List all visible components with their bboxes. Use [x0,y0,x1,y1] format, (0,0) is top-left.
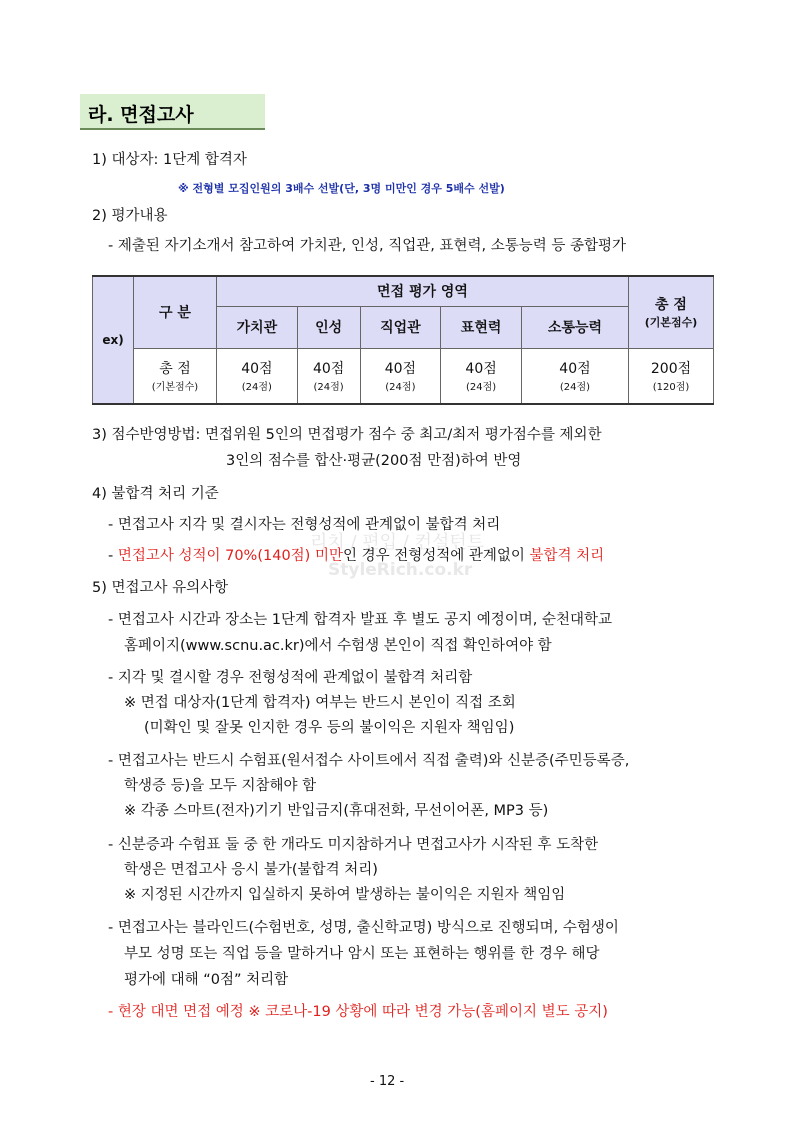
watermark-url: StyleRich.co.kr [328,560,473,580]
item5-e1: - 면접고사는 블라인드(수험번호, 성명, 출신학교명) 방식으로 진행되며, 수험생이 [108,920,619,936]
total-base-value: (120점) [652,382,690,394]
table-row-label-sub: (기본점수) [151,382,199,394]
base-score-value: (24점) [313,382,344,394]
table-cell [360,348,441,404]
table-col-header: 인성 [297,306,360,348]
score-value: 40점 [312,361,345,378]
item4-label: 4) 불합격 처리 기준 [92,486,219,502]
item5-b1: - 지각 및 결시할 경우 전형성적에 관계없이 불합격 처리함 [108,670,473,686]
table-cell [629,348,714,404]
table-cell [217,348,298,404]
score-value: 40점 [465,361,497,378]
table-cell [297,348,360,404]
item5-c2: 학생증 등)을 모두 지참해야 함 [124,778,317,794]
score-value: 40점 [384,361,417,378]
score-value: 40점 [559,361,591,378]
table-total-header-sub: (기본점수) [644,316,698,330]
item5-d1: - 신분증과 수험표 둘 중 한 개라도 미지참하거나 면접고사가 시작된 후 도착한 [108,837,599,853]
item4-bullet2-red1: 면접고사 성적이 70%(140점) 미만 [117,548,343,564]
item5-b2: ※ 면접 대상자(1단계 합격자) 여부는 반드시 본인이 직접 조회 [124,695,516,711]
total-score-value: 200점 [650,361,692,378]
base-score-value: (24점) [559,382,591,394]
table-total-header [629,276,714,348]
item4-bullet2 [108,546,604,566]
item4-bullet1: - 면접고사 지각 및 결시자는 전형성적에 관계없이 불합격 처리 [108,517,501,533]
item5-b3: (미확인 및 잘못 인지한 경우 등의 불이익은 지원자 책임임) [144,720,515,736]
item1-note: ※ 전형별 모집인원의 3배수 선발(단, 3명 미만인 경우 5배수 선발) [178,182,505,195]
table-gubun-header: 구 분 [134,276,217,348]
item5-e3: 평가에 대해 “0점” 처리함 [124,972,289,988]
base-score-value: (24점) [466,382,497,394]
table-cell [521,348,628,404]
item2-desc: - 제출된 자기소개서 참고하여 가치관, 인성, 직업관, 표현력, 소통능력 등 종합평가 [108,238,626,254]
base-score-value: (24점) [385,382,416,394]
item5-e2: 부모 성명 또는 직업 등을 말하거나 암시 또는 표현하는 행위를 한 경우 해당 [124,946,600,962]
item5-label: 5) 면접고사 유의사항 [92,580,229,596]
page-number: - 12 - [370,1074,405,1089]
watermark-text: 리치 / 편입 / 컨설턴트 [310,532,485,553]
table-area-header: 면접 평가 영역 [217,276,629,306]
table-cell [441,348,522,404]
item2-label: 2) 평가내용 [92,208,168,224]
item5-a2: 홈페이지(www.scnu.ac.kr)에서 수험생 본인이 직접 확인하여야 함 [124,638,552,654]
table-col-header: 표현력 [441,306,522,348]
table-col-header: 직업관 [360,306,441,348]
section-heading [80,94,265,130]
base-score-value: (24점) [241,382,272,394]
item5-a1: - 면접고사 시간과 장소는 1단계 합격자 발표 후 별도 공지 예정이며, 순천대학교 [108,612,612,628]
item5-d3: ※ 지정된 시간까지 입실하지 못하여 발생하는 불이익은 지원자 책임임 [124,887,566,903]
table-total-header-label: 총 점 [655,297,687,314]
table-col-header: 소통능력 [521,306,628,348]
item4-bullet2-mid: 인 경우 전형성적에 관계없이 [342,548,530,564]
score-value: 40점 [241,361,273,378]
item3-line2: 3인의 점수를 합산·평균(200점 만점)하여 반영 [226,453,522,469]
item5-c3: ※ 각종 스마트(전자)기기 반입금지(휴대전화, 무선이어폰, MP3 등) [124,803,549,819]
item5-d2: 학생은 면접고사 응시 불가(불합격 처리) [124,862,378,878]
item4-bullet2-dash: - [108,548,118,564]
table-ex-label: ex) [93,276,134,404]
item4-bullet2-red2: 불합격 처리 [529,548,605,564]
table-row-label [134,348,217,404]
table-col-header: 가치관 [217,306,298,348]
item1-label: 1) 대상자: 1단계 합격자 [92,152,247,168]
item5-f1: - 현장 대면 면접 예정 ※ 코로나-19 상황에 따라 변경 가능(홈페이지 별도 공지) [108,1004,608,1020]
item5-c1: - 면접고사는 반드시 수험표(원서접수 사이트에서 직접 출력)와 신분증(주민등록증, [108,753,630,769]
evaluation-table [92,275,714,405]
table-row-label-main: 총 점 [159,361,191,378]
item3-line1: 3) 점수반영방법: 면접위원 5인의 면접평가 점수 중 최고/최저 평가점수를 제외한 [92,427,602,443]
section-title-text: 라. 면접고사 [88,104,194,126]
